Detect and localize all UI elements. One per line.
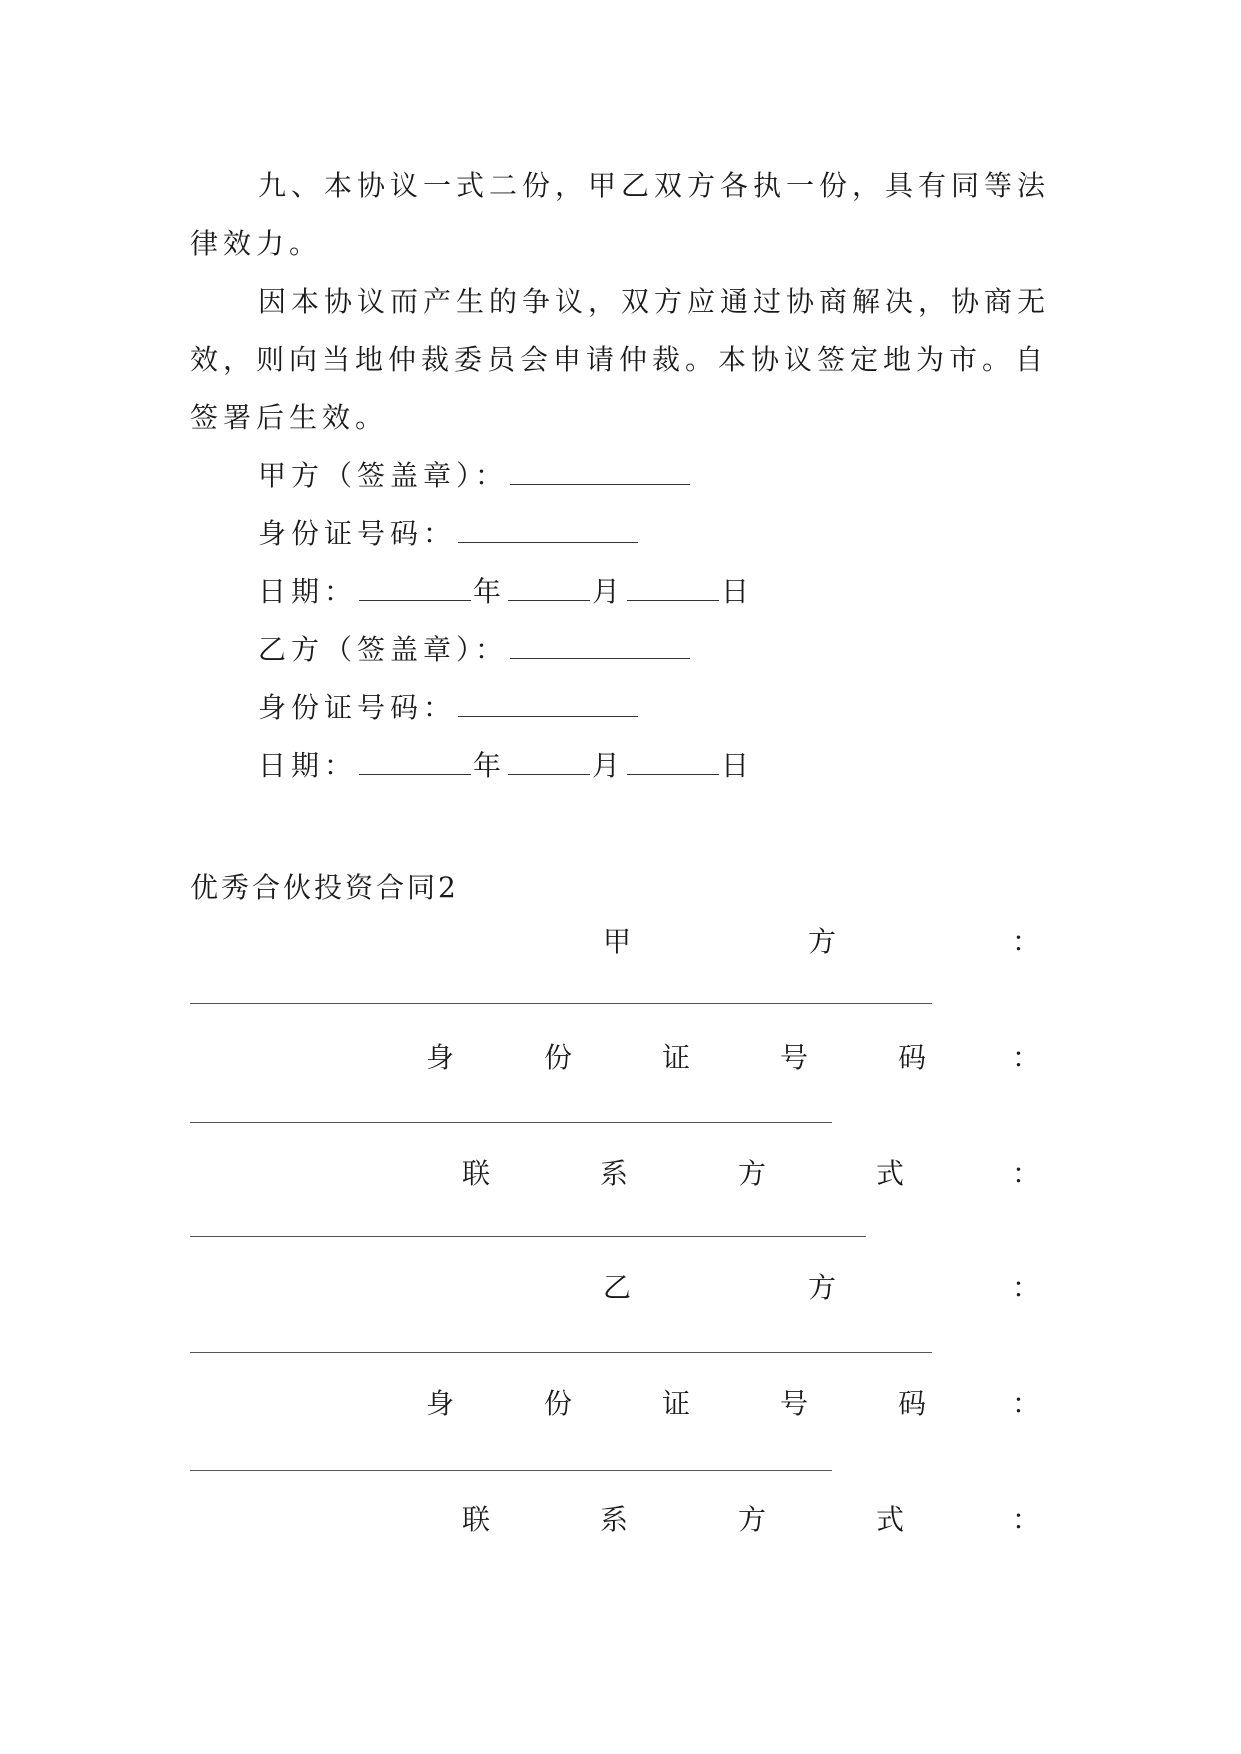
id-a-colon: ： [1012, 1041, 1041, 1074]
party-b-year-blank[interactable] [359, 750, 471, 775]
party-a-fill-line[interactable] [190, 1003, 932, 1004]
contact-a-char: 系 [600, 1157, 629, 1190]
id-b-char: 号 [780, 1387, 809, 1420]
party-b-month-label: 月 [592, 749, 626, 782]
contract2-party-b-row [0, 1268, 1241, 1308]
party-b-day-blank[interactable] [627, 750, 719, 775]
party-a-month-label: 月 [592, 575, 626, 608]
contact-b-colon: ： [1012, 1503, 1041, 1536]
party-a-colon: ： [1012, 925, 1041, 958]
id-b-char: 身 [426, 1387, 455, 1420]
dispute-line1: 因本协议而产生的争议，双方应通过协商解决，协商无 [258, 285, 1051, 318]
party-a-char: 甲 [603, 925, 632, 958]
clause-nine-line1: 九、本协议一式二份，甲乙双方各执一份，具有同等法 [258, 169, 1051, 202]
party-a-sign-blank[interactable] [510, 460, 690, 485]
party-b-sign-label: 乙方（签盖章）： [258, 633, 509, 666]
party-b-id-label: 身份证号码： [258, 691, 457, 724]
party-b-id-line [258, 690, 640, 726]
contract2-contact-b-row [0, 1500, 1241, 1540]
contract2-id-b-row [0, 1384, 1241, 1424]
id-a-char: 身 [426, 1041, 455, 1074]
clause-nine-line2: 律效力。 [190, 227, 323, 260]
contact-b-char: 系 [600, 1503, 629, 1536]
party-b-id-blank[interactable] [458, 692, 638, 717]
id-a-char: 份 [544, 1041, 573, 1074]
party-a-date-label: 日期： [258, 575, 358, 608]
party-b-char: 乙 [603, 1271, 632, 1304]
id-b-colon: ： [1012, 1387, 1041, 1420]
id-a-fill-line[interactable] [190, 1122, 832, 1123]
party-a-char: 方 [808, 925, 837, 958]
party-a-id-blank[interactable] [458, 518, 638, 543]
party-a-date-line [258, 574, 754, 610]
id-b-char: 份 [544, 1387, 573, 1420]
contact-a-fill-line[interactable] [190, 1236, 866, 1237]
party-b-year-label: 年 [473, 749, 507, 782]
party-b-sign-blank[interactable] [510, 634, 690, 659]
id-b-fill-line[interactable] [190, 1470, 832, 1471]
party-a-month-blank[interactable] [508, 576, 590, 601]
contact-a-char: 联 [462, 1157, 491, 1190]
id-b-char: 码 [898, 1387, 927, 1420]
id-a-char: 证 [662, 1041, 691, 1074]
contact-a-char: 式 [876, 1157, 905, 1190]
party-a-year-blank[interactable] [359, 576, 471, 601]
party-b-month-blank[interactable] [508, 750, 590, 775]
party-a-id-label: 身份证号码： [258, 517, 457, 550]
contact-b-char: 方 [738, 1503, 767, 1536]
contact-a-char: 方 [738, 1157, 767, 1190]
party-b-char: 方 [808, 1271, 837, 1304]
party-a-sign-line [258, 458, 692, 494]
party-b-date-label: 日期： [258, 749, 358, 782]
id-a-char: 号 [780, 1041, 809, 1074]
contract2-id-a-row [0, 1038, 1241, 1078]
party-b-colon: ： [1012, 1271, 1041, 1304]
contract2-contact-a-row [0, 1154, 1241, 1194]
contract2-party-a-row [0, 922, 1241, 962]
id-b-char: 证 [662, 1387, 691, 1420]
party-b-sign-line [258, 632, 692, 668]
party-b-date-line [258, 748, 754, 784]
contract2-title: 优秀合伙投资合同2 [190, 871, 459, 904]
party-b-fill-line[interactable] [190, 1352, 932, 1353]
party-a-sign-label: 甲方（签盖章）： [258, 459, 509, 492]
dispute-line3: 签署后生效。 [190, 401, 389, 434]
id-a-char: 码 [898, 1041, 927, 1074]
party-a-day-label: 日 [721, 575, 755, 608]
dispute-line2: 效，则向当地仲裁委员会申请仲裁。本协议签定地为市。自 [190, 343, 1049, 376]
contact-b-char: 式 [876, 1503, 905, 1536]
contact-b-char: 联 [462, 1503, 491, 1536]
contact-a-colon: ： [1012, 1157, 1041, 1190]
party-a-day-blank[interactable] [627, 576, 719, 601]
party-a-id-line [258, 516, 640, 552]
party-b-day-label: 日 [721, 749, 755, 782]
party-a-year-label: 年 [473, 575, 507, 608]
